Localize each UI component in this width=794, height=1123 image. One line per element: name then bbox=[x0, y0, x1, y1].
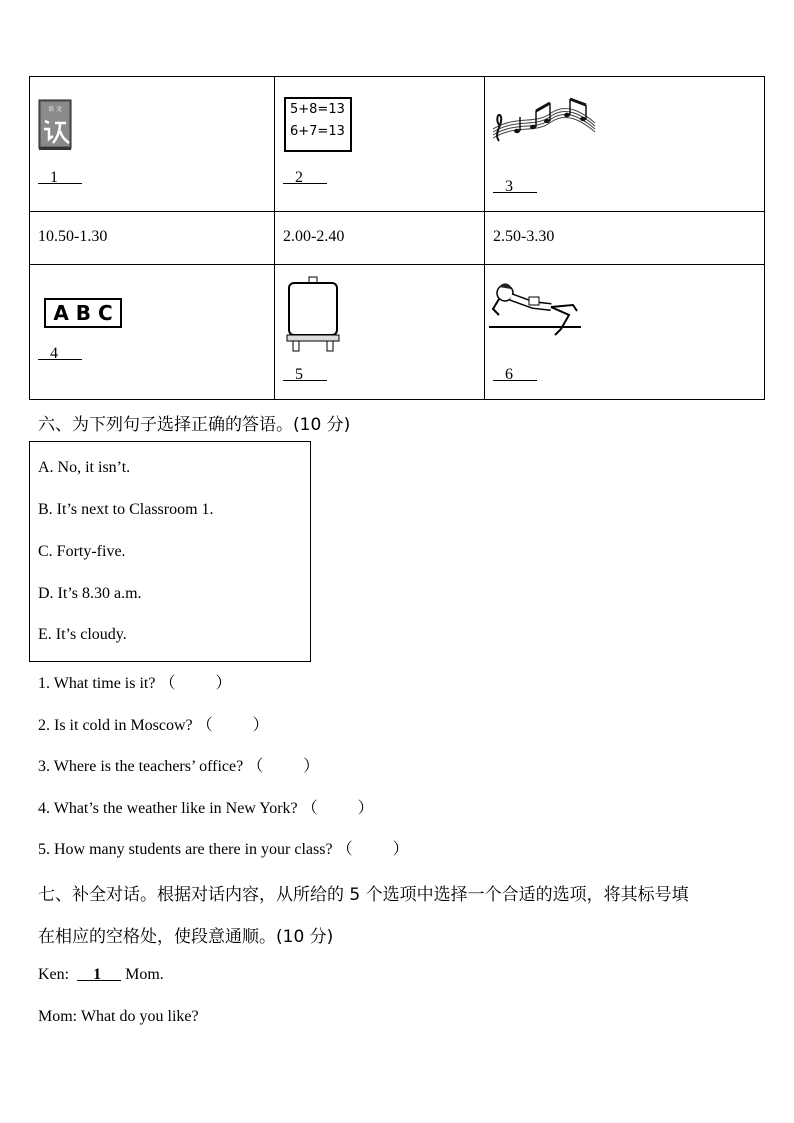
question-1: 1. What time is it? （ ） bbox=[38, 675, 232, 692]
time-text: 2.00-2.40 bbox=[283, 228, 345, 245]
cell-5 bbox=[275, 265, 485, 400]
dialog-line-1 bbox=[38, 965, 164, 985]
chinese-book-icon bbox=[38, 99, 74, 151]
music-notes-icon bbox=[491, 95, 597, 145]
options-box bbox=[29, 441, 311, 662]
cell-3 bbox=[485, 77, 765, 212]
section-7-title-line1: 七、补全对话。根据对话内容，从所给的 5 个选项中选择一个合适的选项，将其标号填 bbox=[38, 885, 689, 905]
section-7-title-line2: 在相应的空格处，使段意通顺。(10 分) bbox=[38, 927, 334, 947]
question-3: 3. Where is the teachers’ office? （ ） bbox=[38, 758, 320, 775]
easel-board-icon bbox=[285, 275, 341, 355]
time-cell bbox=[485, 212, 765, 265]
blank-2: 2 bbox=[295, 169, 303, 186]
option-b: B. It’s next to Classroom 1. bbox=[38, 501, 214, 518]
dialog-blank: 1 bbox=[93, 966, 102, 983]
dialog-text: What do you like? bbox=[80, 1008, 199, 1025]
blank-4: 4 bbox=[50, 345, 58, 362]
time-cell bbox=[30, 212, 275, 265]
time-text: 10.50-1.30 bbox=[38, 228, 108, 245]
math-board-icon bbox=[284, 97, 352, 152]
math-board-line: 5+8=13 bbox=[290, 102, 345, 117]
math-board-line: 6+7=13 bbox=[290, 124, 345, 139]
blank-6: 6 bbox=[505, 366, 513, 383]
blank-5: 5 bbox=[295, 366, 303, 383]
speaker: Ken: bbox=[38, 966, 70, 983]
cell-6 bbox=[485, 265, 765, 400]
abc-board-icon: A B C bbox=[44, 298, 122, 328]
option-c: C. Forty-five. bbox=[38, 543, 126, 560]
speaker: Mom: bbox=[38, 1008, 78, 1025]
dialog-text: Mom. bbox=[125, 966, 164, 983]
cell-4 bbox=[30, 265, 275, 400]
option-e: E. It’s cloudy. bbox=[38, 626, 127, 643]
question-4: 4. What’s the weather like in New York? （ ） bbox=[38, 800, 374, 817]
cell-1 bbox=[30, 77, 275, 212]
question-2: 2. Is it cold in Moscow? （ ） bbox=[38, 717, 269, 734]
option-d: D. It’s 8.30 a.m. bbox=[38, 585, 142, 602]
high-jump-icon bbox=[489, 277, 583, 349]
time-text: 2.50-3.30 bbox=[493, 228, 555, 245]
blank-3: 3 bbox=[505, 178, 513, 195]
question-5: 5. How many students are there in your class? （ ） bbox=[38, 841, 409, 858]
dialog-line-2 bbox=[38, 1007, 199, 1027]
picture-table bbox=[29, 76, 765, 400]
blank-1: 1 bbox=[50, 169, 58, 186]
svg-text:语 文: 语 文 bbox=[48, 106, 62, 113]
cell-2 bbox=[275, 77, 485, 212]
section-6-title: 六、为下列句子选择正确的答语。(10 分) bbox=[38, 415, 351, 435]
time-cell bbox=[275, 212, 485, 265]
option-a: A. No, it isn’t. bbox=[38, 459, 131, 476]
